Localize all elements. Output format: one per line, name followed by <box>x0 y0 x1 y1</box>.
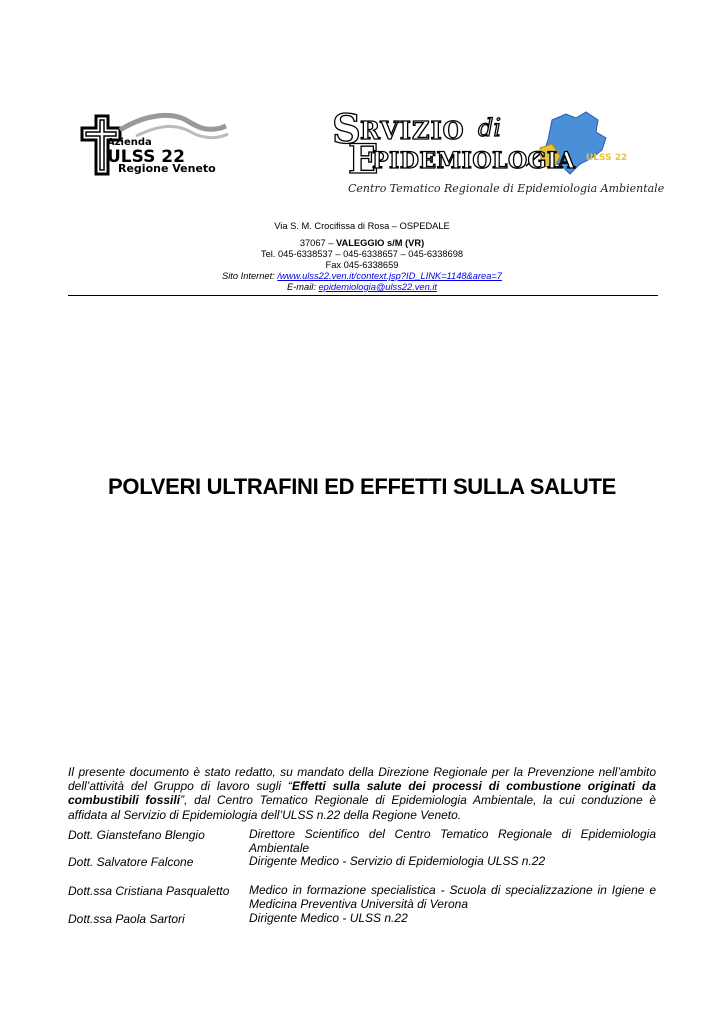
logo-azienda: Azienda <box>107 137 152 148</box>
logo-letter-e: E <box>348 136 379 183</box>
website-line <box>0 271 724 282</box>
intro-bold-topic: Effetti sulla salute dei processi di combustione originati da combustibili fossili <box>68 779 656 808</box>
author-name: Dott. Gianstefano Blengio <box>68 828 205 842</box>
intro-paragraph <box>68 765 656 822</box>
author-name: Dott. Salvatore Falcone <box>68 855 194 869</box>
logo-di: di <box>478 114 502 142</box>
logo-regione: Regione Veneto <box>118 162 216 175</box>
author-role: Direttore Scientifico del Centro Tematico Regionale di Epidemiologia Ambientale <box>249 827 656 855</box>
author-name: Dott.ssa Paola Sartori <box>68 912 185 926</box>
author-role: Dirigente Medico - Servizio di Epidemiologia ULSS n.22 <box>249 854 546 868</box>
logo-pidemiologia: PIDEMIOLOGIA <box>372 148 576 174</box>
header-divider <box>68 295 658 296</box>
logo-ulss22: ULSS 22 <box>107 147 185 167</box>
email-label: E-mail: <box>286 282 319 292</box>
address-city: VALEGGIO s/M (VR) <box>336 238 425 248</box>
fax-line: Fax 045-6338659 <box>325 260 399 270</box>
intro-text-2: ”, dal Centro Tematico Regionale di Epidemiologia Ambientale, la cui conduzione è affidata al Servizio di Epidemiologia dell’ULSS n.22 della Regione Veneto. <box>68 793 657 822</box>
website-link[interactable]: /www.ulss22.ven.it/context.jsp?ID_LINK=1148&area=7 <box>277 271 502 281</box>
author-role: Dirigente Medico - ULSS n.22 <box>249 911 408 925</box>
intro-text-1: Il presente documento è stato redatto, su mandato della Direzione Regionale per la Prevenzione nell’ambito dell’attività del Gruppo di lavoro sugli “ <box>68 765 656 794</box>
logo-ulss-tag: ULSS 22 <box>586 153 628 163</box>
website-label: Sito Internet: <box>222 271 278 281</box>
author-role: Medico in formazione specialistica - Scuola di specializzazione in Igiene e Medicina Preventiva Università di Verona <box>249 883 656 911</box>
email-link[interactable]: epidemiologia@ulss22.ven.it <box>318 282 437 292</box>
phone-line: Tel. 045-6338537 – 045-6338657 – 045-6338698 <box>260 249 464 259</box>
address-line: Via S. M. Crocifissa di Rosa – OSPEDALE <box>274 221 450 231</box>
address-cap: 37067 – <box>299 238 337 248</box>
logo-letter-s: S <box>332 106 361 153</box>
author-name: Dott.ssa Cristiana Pasqualetto <box>68 884 230 898</box>
address-city-line <box>0 238 724 249</box>
email-line <box>0 282 724 293</box>
logo-subtitle: Centro Tematico Regionale di Epidemiologia Ambientale <box>348 182 665 195</box>
document-title: POLVERI ULTRAFINI ED EFFETTI SULLA SALUTE <box>108 474 616 499</box>
ulss22-logo <box>76 110 236 180</box>
logo-rvizio: RVIZIO <box>360 116 465 145</box>
servizio-epidemiologia-logo <box>330 106 665 200</box>
